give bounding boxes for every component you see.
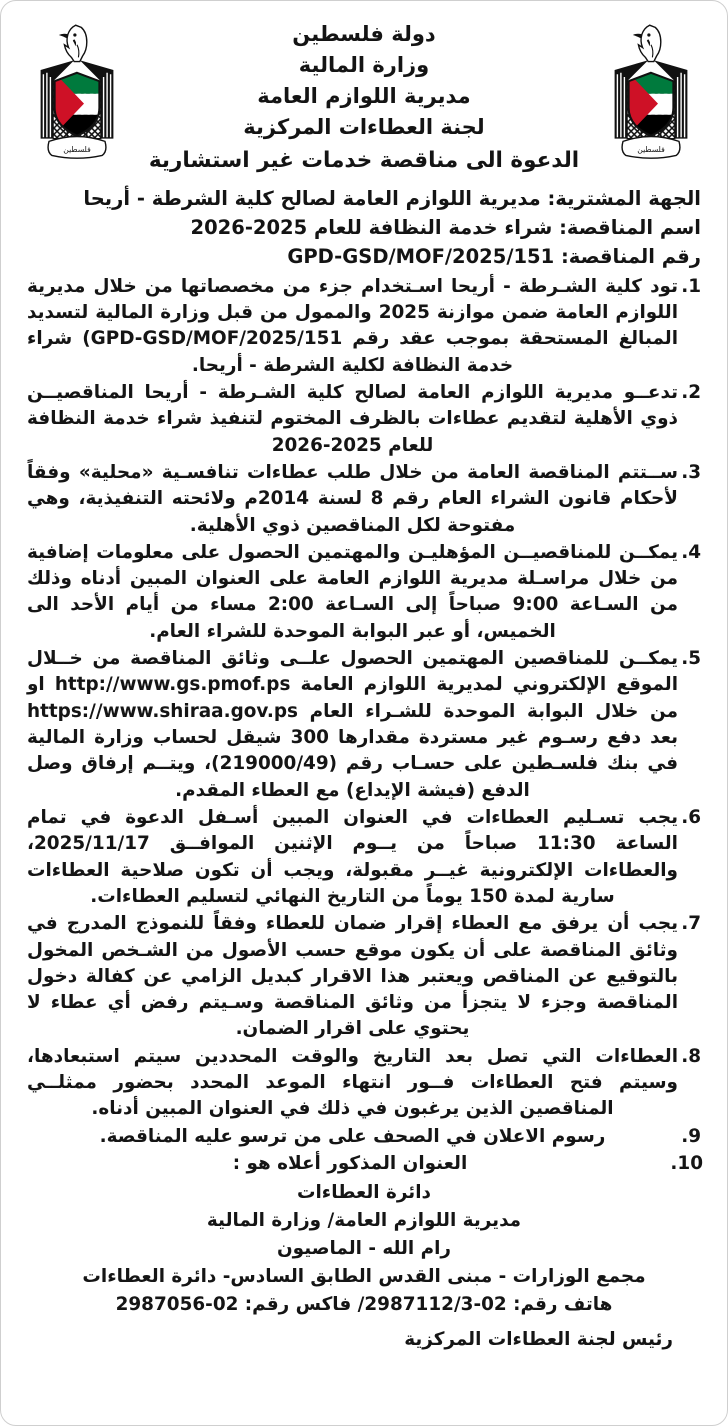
clause-number: 5.: [681, 648, 701, 670]
clause-text: رسوم الاعلان في الصحف على من ترسو عليه المناقصة.: [99, 1125, 606, 1147]
clause-item: [27, 646, 701, 804]
header-line-ministry: وزارة المالية: [298, 53, 430, 78]
clause-item: [27, 1124, 701, 1150]
address-phone-fax: هاتف رقم: 02-2987112/3/ فاكس رقم: 02-2987056: [115, 1294, 613, 1316]
clause-item: [27, 274, 701, 379]
signatory-title: رئيس لجنة العطاءات المركزية: [404, 1329, 673, 1351]
header-line-state: دولة فلسطين: [292, 22, 436, 46]
tender-number-line: رقم المناقصة: GPD-GSD/MOF/2025/151: [287, 244, 701, 268]
palestine-coat-of-arms-icon-right: [609, 21, 693, 161]
address-department: دائرة العطاءات: [297, 1182, 431, 1204]
clause-number: 1.: [681, 275, 701, 297]
tender-meta-block: [27, 185, 701, 272]
clause-text: يجب تسـليم العطاءات في العنوان المبين أسـفل الدعوة في تمام الساعة 11:30 صباحاً من يــوم الإثنين الموافــق 2025/11/17، والعطاءات الإلكترونية غيــر مقبولة، ويجب أن تكون صلاحية العطاءات سارية لمدة 150 يوماً من التاريخ النهائي لتسليم العطاءات.: [27, 806, 678, 907]
clause-number: 6.: [681, 806, 701, 828]
svg-text:فلسطين: فلسطين: [637, 144, 665, 154]
clause-item: [27, 1044, 701, 1123]
clause-number: 9.: [681, 1125, 701, 1147]
clause-item: [27, 911, 701, 1043]
header-line-committee: لجنة العطاءات المركزية: [243, 115, 485, 140]
clause-text: تود كلية الشـرطة - أريحا اسـتخدام جزء من مخصصاتها من خلال مديرية اللوازم العامة ضمن موازنة 2025 والممول من قبل وزارة المالية لتسديد المبالغ المستحقة بموجب عقد رقم GPD-GSD/MOF/2025/151) شراء خدمة النظافة لكلية الشرطة - أريحا.: [27, 275, 679, 376]
palestine-coat-of-arms-icon-left: [35, 21, 119, 161]
clause-text: تدعــو مديرية اللوازم العامة لصالح كلية الشـرطة - أريحا المناقصيــن ذوي الأهلية لتقديم عطاءات بالظرف المختوم لتنفيذ شراء خدمة النظافة للعام 2025-2026: [27, 381, 678, 456]
clause-item: [27, 805, 701, 910]
clause-number: 3.: [681, 461, 701, 483]
address-city: رام الله - الماصيون: [276, 1238, 452, 1260]
clause-number: 10.: [670, 1153, 703, 1175]
invitation-title: الدعوة الى مناقصة خدمات غير استشارية: [148, 148, 580, 174]
clause-item: [27, 380, 701, 459]
signature-block: [27, 1329, 701, 1350]
tender-name-line: اسم المناقصة: شراء خدمة النظافة للعام 2025-2026: [190, 215, 701, 239]
address-building: مجمع الوزارات - مبنى القدس الطابق السادس- دائرة العطاءات: [82, 1266, 646, 1288]
clause-number: 7.: [681, 913, 701, 935]
address-block: [27, 1179, 701, 1319]
header-title-block: [27, 11, 701, 177]
clause-list: [27, 274, 701, 1178]
clause-item: [27, 460, 701, 539]
clause-text: يمكــن للمناقصيــن المؤهليـن والمهتمين الحصول على معلومات إضافية من خلال مراسـلة مديرية اللوازم العامة على العنوان المبين أدناه وذلك من السـاعة 9:00 صباحاً إلى السـاعة 2:00 مساء من أيام الأحد الى الخميس، أو عبر البوابة الموحدة للشراء العام.: [27, 541, 678, 642]
clause-number: 4.: [681, 541, 701, 563]
clause-text: العطاءات التي تصل بعد التاريخ والوقت المحددين سيتم استبعادها، وسيتم فتح العطاءات فــور انتهاء الموعد المحدد بحضور ممثلــي المناقصين الذين يرغبون في ذلك في العنوان المبين أدناه.: [27, 1045, 678, 1120]
clause-text: يجب أن يرفق مع العطاء إقرار ضمان للعطاء وفقاً للنموذج المدرج في وثائق المناقصة على أن يكون موقع حسب الأصول من الشـخص المخول بالتوقيع عن المناقص ويعتبر هذا الاقرار كبديل الزامي عن كفالة دخول المناقصة وجزء لا يتجزأ من وثائق المناقصة وسـيتم رفض أي عطاء لا يحتوي على اقرار الضمان.: [27, 913, 678, 1040]
clause-text: ســتتم المناقصة العامة من خلال طلب عطاءات تنافسـية «محلية» وفقاً لأحكام قانون الشراء العام رقم 8 لسنة 2014م ولائحته التنفيذية، وهي مفتوحة لكل المناقصين ذوي الأهلية.: [27, 461, 679, 536]
clause-item: [27, 540, 701, 645]
clause-number: 2.: [681, 381, 701, 403]
clause-text: يمكــن للمناقصين المهتمين الحصول علــى وثائق المناقصة من خــلال الموقع الإلكتروني لمديرية اللوازم العامة http://www.gs.pmof.ps او من خلال البوابة الموحدة للشـراء العام https://www.shiraa.gov.ps بعد دفع رسـوم غير مستردة مقدارها 300 شيقل لحساب وزارة المالية في بنك فلسـطين على حسـاب رقم (219000/49)، ويتــم إرفاق وصل الدفع (فيشة الإيداع) مع العطاء المقدم.: [27, 648, 679, 801]
clause-number: 8.: [681, 1045, 701, 1067]
clause-item: [27, 1151, 701, 1177]
address-directorate: مديرية اللوازم العامة/ وزارة المالية: [206, 1210, 522, 1232]
document-header: [27, 11, 701, 177]
svg-text:فلسطين: فلسطين: [63, 144, 91, 154]
header-line-directorate: مديرية اللوازم العامة: [257, 84, 471, 109]
clause-text: العنوان المذكور أعلاه هو :: [232, 1153, 468, 1175]
buyer-entity-line: الجهة المشترية: مديرية اللوازم العامة لصالح كلية الشرطة - أريحا: [83, 187, 701, 211]
